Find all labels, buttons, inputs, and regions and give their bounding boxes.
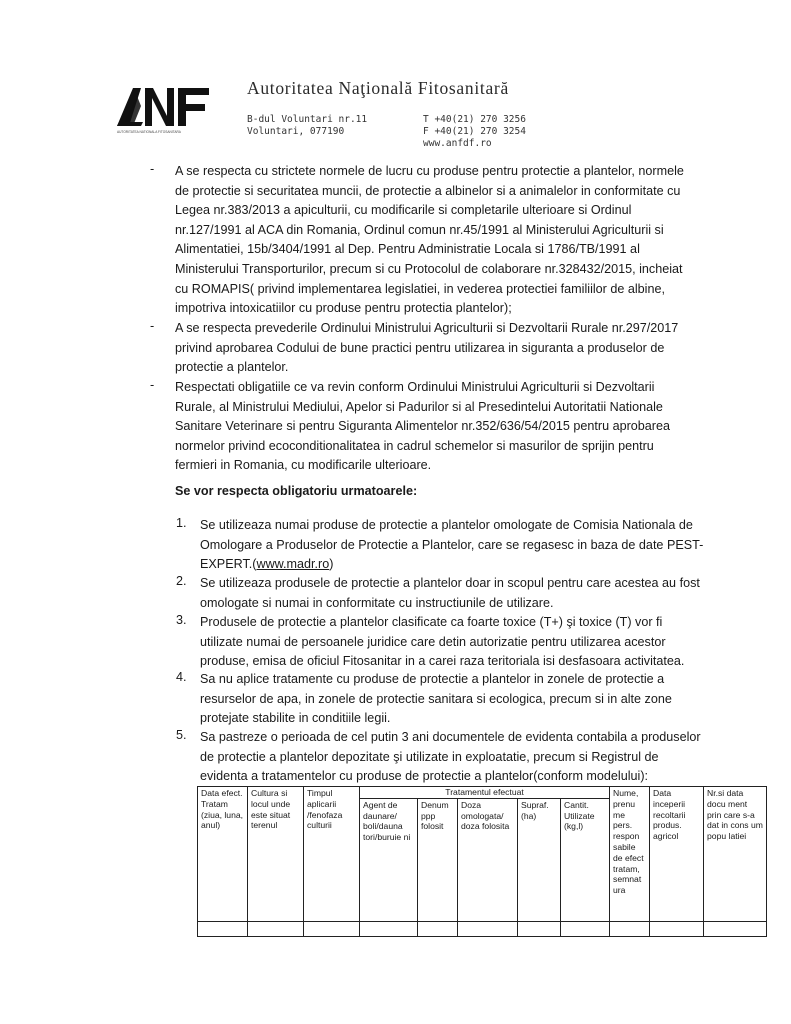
text-line: A se respecta cu strictete normele de lucru cu produse pentru protectie a plantelor, normele [175,164,684,178]
text-line: Se utilizeaza produsele de protectie a plantelor doar in scopul pentru care acestea au fost [200,576,700,590]
col-header-nume: Nume, prenu me pers. respon sabile de efect tratam, semnat ura [610,787,650,922]
table-header-row [198,787,767,799]
text-line: de protectie a plantelor depozitate şi utilizate in exploatatie, precum si Registrul de [200,749,659,764]
text-line: produse, emisa de oficiul Fitosanitar in a carei raza teritoriala isi desfasoara activitatea. [200,654,685,669]
table-cell [418,921,458,936]
numbered-item-5 [200,728,766,787]
text-line: utilizate numai de persoanele juridice care detin autorizatie pentru utilizarea acestor [200,634,666,649]
numbered-item-4 [200,670,766,729]
table-cell [610,921,650,936]
numbered-item-2 [200,574,766,613]
anf-logo [117,82,213,134]
text-line: normelor privind ecoconditionalitatea in cadrul schemelor si masurilor de sprijin pentru [175,438,654,453]
table-cell [360,921,418,936]
text-fragment: EXPERT.( [200,557,257,572]
table-cell [248,921,304,936]
bullet-marker: - [150,162,155,176]
text-line: Alimentatiei, 15b/3404/1991 al Dep. Pentru Administratie Locala si 1786/TB/1991 al [175,242,640,257]
text-line: A se respecta prevederile Ordinului Ministrului Agriculturii si Dezvoltarii Rurale nr.297/2017 [175,321,679,335]
madr-link[interactable]: www.madr.ro [256,557,330,572]
bullet-marker: - [150,319,155,333]
fax-number: F +40(21) 270 3254 [423,126,526,137]
table-cell [458,921,518,936]
col-header-agent: Agent de daunare/ boli/dauna tori/buruie ni [360,798,418,921]
table-cell [561,921,610,936]
table-cell [304,921,360,936]
text-fragment: ) [329,557,334,572]
logo-subtitle: AUTORITATEA NATIONALA FITOSANITARA [117,130,181,134]
col-header-recoltare: Data inceperii recoltarii produs. agricol [650,787,704,922]
text-line: protejate stabilite in conditiile legii. [200,711,391,726]
text-line: protectie a plantelor. [175,360,289,375]
text-line: Rurale, al Ministrului Mediului, Apelor si Padurilor si al Presedintelui Autoritatii Nationale [175,399,663,414]
bullet-marker: - [150,378,155,392]
address-street: B-dul Voluntari nr.11 [247,114,368,125]
col-header-timpul: Timpul aplicarii /fenofaza culturii [304,787,360,922]
col-header-denum: Denum ppp folosit [418,798,458,921]
col-header-nr-document: Nr.si data docu ment prin care s-a dat in cons um popu latiei [704,787,767,922]
text-line: Sa pastreze o perioada de cel putin 3 ani documentele de evidenta contabila a produselor [200,730,701,744]
address-city: Voluntari, 077190 [247,126,345,137]
bullet-paragraph-1 [175,162,766,319]
text-line: Ministerului Transporturilor, precum si cu Protocolul de colaborare nr.328432/2015, incheiat [175,261,683,276]
text-line: impotriva intoxicatiilor cu produse pentru protectia plantelor); [175,301,512,316]
text-line [200,555,766,575]
text-line: fermieri in Romania, cu modificarile ulterioare. [175,458,432,473]
col-header-data: Data efect. Tratam (ziua, luna, anul) [198,787,248,922]
text-line: privind aprobarea Codului de bune practici pentru utilizarea in siguranta a produselor de [175,340,665,355]
text-line: Respectati obligatiile ce va revin conform Ordinului Ministrului Agriculturii si Dezvoltarii [175,380,655,394]
text-line: Sa nu aplice tratamente cu produse de protectie a plantelor in zonele de protectie a [200,672,665,686]
text-line: nr.127/1991 al ACA din Romania, Ordinul comun nr.45/1991 al Ministerului Agriculturii si [175,222,664,237]
bullet-paragraph-3 [175,378,766,476]
org-name: Autoritatea Naţională Fitosanitară [247,78,509,98]
text-line: omologate si numai in conformitate cu instructiunile de utilizare. [200,595,554,610]
list-number: 2. [176,574,187,588]
phone-number: T +40(21) 270 3256 [423,114,526,125]
contact-block [423,114,526,150]
text-line: resurselor de apa, in zonele de protectie sanitara si ecologica, precum si in alte zone [200,691,672,706]
col-header-cantit: Cantit. Utilizate (kg,l) [561,798,610,921]
table-row [198,921,767,936]
table-cell [650,921,704,936]
text-line: cu ROMAPIS( privind implementarea legislatiei, in vederea protectiei familiilor de albine, [175,281,665,296]
obligations-heading: Se vor respecta obligatoriu urmatoarele: [175,484,418,498]
address-block [247,114,367,138]
col-header-doza: Doza omologata/ doza folosita [458,798,518,921]
list-number: 1. [176,516,187,530]
table-cell [518,921,561,936]
list-number: 4. [176,670,187,684]
col-header-supraf: Supraf. (ha) [518,798,561,921]
col-group-tratament: Tratamentul efectuat [360,787,610,799]
table-cell [704,921,767,936]
numbered-item-1 [200,516,766,575]
text-line: Legea nr.383/2013 a apiculturii, cu modificarile si completarile ulterioare si Ordinul [175,203,632,218]
text-line: Se utilizeaza numai produse de protectie a plantelor omologate de Comisia Nationala de [200,518,693,532]
text-line: Produsele de protectie a plantelor clasificate ca foarte toxice (T+) şi toxice (T) vor fi [200,615,663,629]
text-line: Omologare a Produselor de Protectie a Plantelor, care se regasesc in baza de date PEST- [200,537,704,552]
bullet-paragraph-2 [175,319,766,378]
text-line: evidenta a tratamentelor cu produse de protectie a plantelor(conform modelului): [200,769,649,784]
list-number: 5. [176,728,187,742]
treatment-register-table [197,786,767,937]
numbered-item-3 [200,613,766,672]
table-cell [198,921,248,936]
list-number: 3. [176,613,187,627]
text-line: de protectie si securitatea muncii, de protectie a albinelor si a animalelor in conformitate cu [175,183,681,198]
website-link[interactable]: www.anfdf.ro [423,138,492,149]
text-line: Sanitare Veterinare si pentru Siguranta Alimentelor nr.352/636/54/2015 pentru aprobarea [175,419,670,434]
col-header-cultura: Cultura si locul unde este situat terenul [248,787,304,922]
